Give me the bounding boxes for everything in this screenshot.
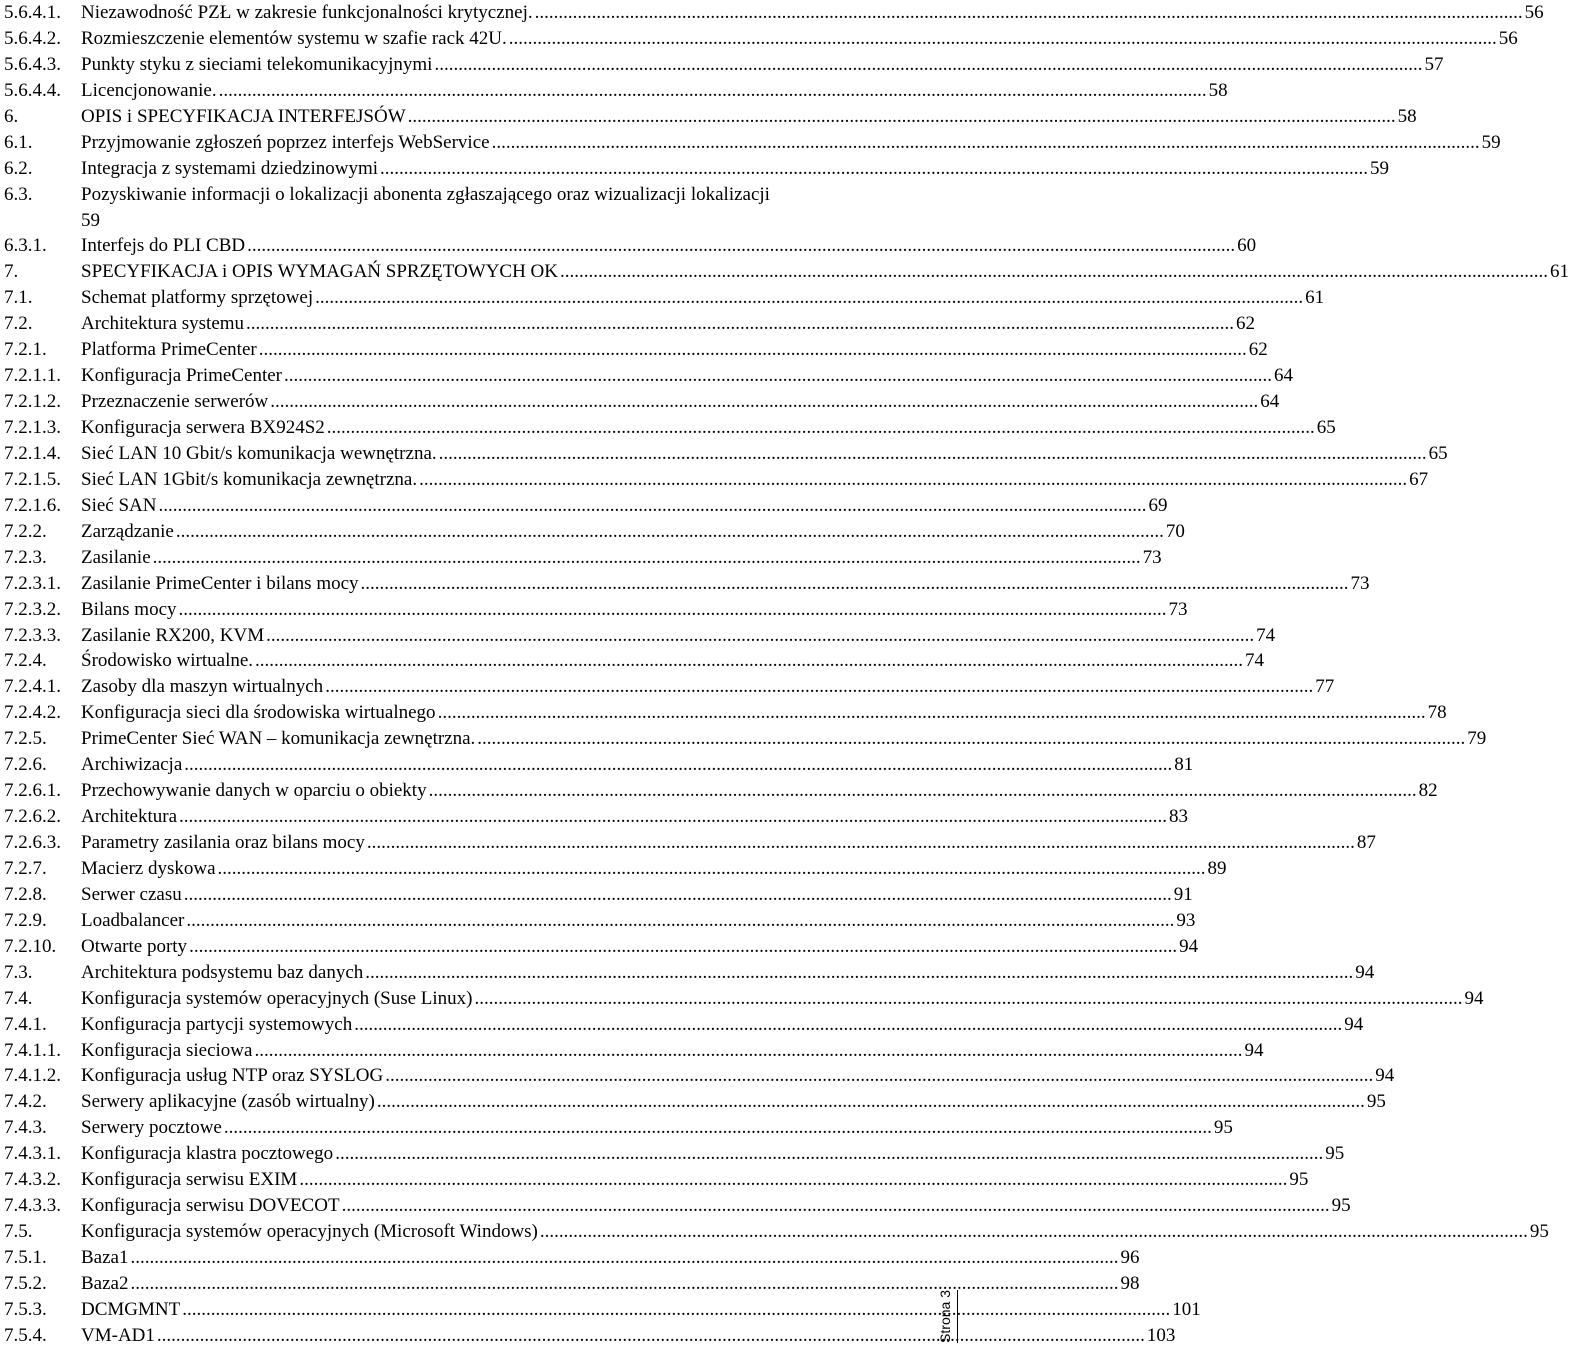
toc-entry-page: 94: [1355, 961, 1375, 983]
toc-leader-dots: [266, 623, 1254, 649]
toc-entry-page: 73: [1168, 598, 1188, 620]
toc-entry-title: Przeznaczenie serwerów: [81, 391, 269, 413]
toc-entry[interactable]: [4, 311, 1256, 337]
toc-entry-page: 94: [1244, 1039, 1264, 1061]
toc-entry[interactable]: [4, 856, 1227, 882]
toc-entry-number: 6.3.: [4, 183, 33, 205]
page-number-footer: [937, 1290, 958, 1343]
toc-entry-title: Sieć SAN: [81, 494, 157, 516]
toc-entry[interactable]: [4, 804, 1189, 830]
toc-entry-page: 95: [1213, 1117, 1233, 1139]
toc-leader-dots: [535, 0, 1523, 26]
toc-entry-title: Pozyskiwanie informacji o lokalizacji abonenta zgłaszającego oraz wizualizacji lokalizacji: [81, 183, 770, 205]
toc-entry-number: 7.2.1.6.: [4, 494, 61, 516]
toc-leader-dots: [184, 882, 1172, 908]
toc-entry-title: Konfiguracja systemów operacyjnych (Suse Linux): [81, 987, 473, 1009]
toc-entry[interactable]: [4, 1297, 1201, 1323]
toc-leader-dots: [218, 856, 1206, 882]
toc-leader-dots: [325, 674, 1313, 700]
toc-entry-title: Zasilanie PrimeCenter i bilans mocy: [81, 572, 359, 594]
toc-leader-dots: [377, 1089, 1365, 1115]
toc-entry-title: Konfiguracja usług NTP oraz SYSLOG: [81, 1065, 384, 1087]
toc-entry-number: 6.3.1.: [4, 235, 47, 257]
toc-entry-page: 64: [1274, 365, 1294, 387]
toc-entry-title: Integracja z systemami dziedzinowymi: [81, 157, 379, 179]
toc-entry-page: 56: [1524, 2, 1544, 23]
toc-entry[interactable]: [4, 1271, 1140, 1297]
toc-entry-page: 94: [1464, 987, 1484, 1009]
toc-entry-page: 83: [1169, 806, 1189, 828]
toc-entry-page: 58: [1397, 105, 1417, 127]
toc-entry-number: 7.4.2.: [4, 1091, 47, 1113]
page-number-label: Strona 3: [937, 1290, 953, 1343]
toc-entry[interactable]: [4, 259, 1569, 285]
toc-entry[interactable]: [4, 597, 1188, 623]
toc-entry-title: Zasoby dla maszyn wirtualnych: [81, 676, 324, 698]
toc-entry-title: Rozmieszczenie elementów systemu w szafie rack 42U.: [81, 27, 507, 49]
toc-leader-dots: [189, 934, 1177, 960]
toc-entry[interactable]: [4, 519, 1185, 545]
toc-leader-dots: [335, 1141, 1323, 1167]
toc-entry-title: Konfiguracja serwisu DOVECOT: [81, 1195, 340, 1217]
toc-leader-dots: [130, 1245, 1118, 1271]
toc-entry-title: Architektura systemu: [81, 313, 245, 335]
toc-entry-page: 60: [1237, 235, 1257, 257]
toc-entry-number: 7.1.: [4, 287, 33, 309]
toc-entry-page: 78: [1427, 702, 1447, 724]
toc-entry[interactable]: [4, 1167, 1309, 1193]
toc-entry-number: 7.2.1.4.: [4, 442, 61, 464]
toc-entry-title: Bilans mocy: [81, 598, 177, 620]
toc-entry-title: Serwery pocztowe: [81, 1117, 222, 1139]
toc-entry-page: 59: [1370, 157, 1390, 179]
toc-entry-title: Konfiguracja klastra pocztowego: [81, 1143, 334, 1165]
toc-leader-dots: [186, 908, 1174, 934]
toc-entry-title: Serwer czasu: [81, 883, 182, 905]
toc-entry[interactable]: [4, 986, 1484, 1012]
toc-entry[interactable]: [4, 752, 1194, 778]
toc-entry-title: Otwarte porty: [81, 935, 188, 957]
toc-entry-number: 7.2.4.2.: [4, 702, 61, 724]
toc-entry-title: Zarządzanie: [81, 520, 174, 542]
toc-entry-number: 7.2.9.: [4, 909, 47, 931]
toc-entry[interactable]: [4, 156, 1390, 182]
toc-entry-title: Konfiguracja serwera BX924S2: [81, 417, 325, 438]
toc-entry-page: 95: [1289, 1169, 1309, 1191]
toc-entry-page: 89: [1207, 857, 1227, 879]
toc-entry[interactable]: [4, 1193, 1351, 1219]
toc-entry-page: 70: [1165, 520, 1185, 542]
toc-leader-dots: [158, 493, 1146, 519]
toc-entry-page: 57: [1424, 53, 1444, 75]
toc-entry-title: Zasilanie: [81, 546, 151, 568]
toc-entry-number: 7.2.1.3.: [4, 417, 61, 438]
toc-entry-page: 65: [1428, 442, 1448, 464]
toc-entry-number: 7.4.3.1.: [4, 1143, 61, 1165]
toc-entry-number: 7.2.3.3.: [4, 624, 61, 646]
toc-entry-number: 7.5.4.: [4, 1324, 47, 1346]
toc-entry-title: Niezawodność PZŁ w zakresie funkcjonalności krytycznej.: [81, 2, 533, 23]
toc-entry-page: 62: [1248, 339, 1268, 361]
toc-leader-dots: [182, 1297, 1170, 1323]
toc-leader-dots: [408, 104, 1396, 130]
toc-leader-dots: [477, 726, 1465, 752]
toc-entry-number: 7.2.2.: [4, 520, 47, 542]
toc-entry[interactable]: [4, 26, 1518, 52]
toc-entry[interactable]: [4, 1219, 1549, 1245]
toc-entry-page: 87: [1356, 832, 1376, 853]
toc-entry-number: 6.1.: [4, 131, 33, 153]
toc-entry[interactable]: [4, 908, 1196, 934]
toc-entry-page: 58: [1208, 79, 1228, 101]
toc-entry[interactable]: [4, 182, 886, 208]
toc-entry[interactable]: [4, 441, 1448, 467]
toc-entry-number: 7.2.10.: [4, 935, 57, 957]
toc-entry-number: 6.2.: [4, 157, 33, 179]
toc-entry-page: 69: [1148, 494, 1168, 516]
toc-entry-page: 73: [1142, 546, 1162, 568]
toc-leader-dots: [315, 285, 1303, 311]
toc-entry[interactable]: [4, 467, 1429, 493]
toc-leader-dots: [270, 389, 1258, 415]
toc-entry[interactable]: [4, 285, 1325, 311]
toc-entry[interactable]: [4, 1115, 1233, 1141]
toc-entry-page: 73: [1350, 572, 1370, 594]
toc-leader-dots: [540, 1219, 1528, 1245]
toc-leader-dots: [385, 1063, 1373, 1089]
toc-entry-title: VM-AD1: [81, 1324, 155, 1346]
toc-entry-page: 94: [1375, 1065, 1395, 1087]
toc-leader-dots: [176, 519, 1164, 545]
toc-entry-page: 95: [1366, 1091, 1386, 1113]
toc-entry-number: 7.2.7.: [4, 857, 47, 879]
toc-entry-title: Zasilanie RX200, KVM: [81, 624, 265, 646]
toc-entry[interactable]: [4, 623, 1276, 649]
toc-leader-dots: [254, 1038, 1242, 1064]
toc-entry-page: 56: [1498, 27, 1518, 49]
toc-entry-page: 67: [1409, 468, 1429, 490]
toc-entry-number: 7.4.3.3.: [4, 1195, 61, 1217]
toc-entry-page: 79: [1467, 728, 1487, 750]
toc-leader-dots: [259, 337, 1247, 363]
toc-entry[interactable]: [4, 545, 1162, 571]
toc-leader-dots: [434, 52, 1422, 78]
toc-entry-page: 95: [1529, 1221, 1549, 1243]
toc-leader-dots: [342, 1193, 1330, 1219]
toc-entry[interactable]: [4, 337, 1268, 363]
toc-leader-dots: [179, 804, 1167, 830]
toc-leader-dots: [361, 571, 1349, 597]
toc-entry-title: Platforma PrimeCenter: [81, 339, 257, 361]
toc-entry[interactable]: [4, 882, 1193, 908]
toc-leader-dots: [327, 415, 1315, 441]
toc-entry-page: 59: [81, 209, 100, 231]
toc-entry[interactable]: [4, 493, 1168, 519]
toc-entry-title: Środowisko wirtualne.: [81, 650, 254, 672]
toc-entry-title: Konfiguracja serwisu EXIM: [81, 1169, 298, 1191]
toc-entry-title: Baza1: [81, 1247, 129, 1268]
toc-entry-title: Konfiguracja PrimeCenter: [81, 365, 283, 387]
toc-entry-page: 95: [1325, 1143, 1345, 1165]
toc-entry-page: 82: [1418, 780, 1438, 802]
toc-entry-page: 96: [1120, 1247, 1140, 1268]
toc-entry-page: 103: [1146, 1324, 1176, 1346]
toc-entry-page: 77: [1315, 676, 1335, 698]
toc-leader-dots: [380, 156, 1368, 182]
toc-entry-title: Sieć LAN 1Gbit/s komunikacja zewnętrzna.: [81, 468, 418, 490]
toc-entry[interactable]: [4, 1063, 1395, 1089]
toc-leader-dots: [560, 259, 1548, 285]
toc-entry-title: PrimeCenter Sieć WAN – komunikacja zewnętrzna.: [81, 728, 476, 750]
toc-entry[interactable]: [4, 389, 1280, 415]
toc-entry[interactable]: [4, 78, 1228, 104]
toc-entry-page: 93: [1176, 909, 1196, 931]
toc-entry[interactable]: [4, 934, 1199, 960]
toc-entry-number: 7.2.6.2.: [4, 806, 61, 828]
toc-entry[interactable]: [4, 674, 1335, 700]
toc-entry-title: Konfiguracja sieci dla środowiska wirtualnego: [81, 702, 436, 724]
toc-entry-page: 74: [1245, 650, 1265, 672]
toc-entry-number: 7.4.3.2.: [4, 1169, 61, 1191]
toc-entry[interactable]: [4, 1089, 1386, 1115]
toc-leader-dots: [179, 597, 1167, 623]
toc-leader-dots: [509, 26, 1497, 52]
toc-entry-number: 7.2.6.: [4, 754, 47, 776]
toc-entry[interactable]: [4, 1012, 1364, 1038]
toc-entry-number: 7.4.: [4, 987, 33, 1009]
toc-entry-number: 7.2.6.3.: [4, 832, 61, 853]
toc-entry-page: 62: [1236, 313, 1256, 335]
toc-entry-title: Konfiguracja systemów operacyjnych (Microsoft Windows): [81, 1221, 538, 1243]
toc-entry-number: 7.2.: [4, 313, 33, 335]
toc-leader-dots: [299, 1167, 1287, 1193]
toc-entry-title: OPIS i SPECYFIKACJA INTERFEJSÓW: [81, 105, 406, 127]
toc-entry-number: 7.2.4.1.: [4, 676, 61, 698]
toc-entry-number: 7.4.1.1.: [4, 1039, 61, 1061]
toc-leader-dots: [439, 441, 1427, 467]
toc-entry-number: 7.5.1.: [4, 1247, 47, 1268]
toc-leader-dots: [219, 78, 1207, 104]
toc-entry-number: 7.2.3.2.: [4, 598, 61, 620]
toc-entry-page: 101: [1172, 1298, 1201, 1320]
toc-entry-title: Interfejs do PLI CBD: [81, 235, 246, 257]
toc-entry[interactable]: [4, 571, 1370, 597]
toc-entry-page: 61: [1305, 287, 1325, 309]
toc-entry-title: Konfiguracja sieciowa: [81, 1039, 253, 1061]
toc-entry-title: Konfiguracja partycji systemowych: [81, 1013, 353, 1035]
toc-entry-number: 7.2.1.: [4, 339, 47, 361]
toc-entry-number: 7.: [4, 261, 19, 283]
toc-entry-number: 6.: [4, 105, 19, 127]
toc-leader-dots: [367, 830, 1355, 856]
toc-leader-dots: [157, 1323, 1145, 1349]
toc-entry[interactable]: [4, 0, 1544, 26]
toc-entry-title: Sieć LAN 10 Gbit/s komunikacja wewnętrzna.: [81, 442, 437, 464]
toc-entry[interactable]: [4, 1141, 1345, 1167]
toc-entry-number: 7.2.3.1.: [4, 572, 61, 594]
toc-leader-dots: [255, 648, 1243, 674]
toc-entry[interactable]: [4, 363, 1294, 389]
toc-entry-number: 7.2.1.1.: [4, 365, 61, 387]
toc-entry-title: Macierz dyskowa: [81, 857, 216, 879]
toc-entry-number: 5.6.4.3.: [4, 53, 61, 75]
toc-leader-dots: [184, 752, 1172, 778]
toc-entry-number: 5.6.4.2.: [4, 27, 61, 49]
toc-leader-dots: [224, 1115, 1212, 1141]
toc-entry-page: 65: [1316, 417, 1336, 438]
toc-entry-title: Archiwizacja: [81, 754, 183, 776]
toc-entry-number: 7.2.1.2.: [4, 391, 61, 413]
toc-entry[interactable]: [4, 648, 1265, 674]
toc-leader-dots: [130, 1271, 1118, 1297]
toc-entry-title: Architektura: [81, 806, 178, 828]
toc-entry-number: 7.4.1.2.: [4, 1065, 61, 1087]
toc-entry-page: 64: [1260, 391, 1280, 413]
toc-entry[interactable]: [4, 1323, 1176, 1349]
toc-entry[interactable]: [4, 726, 1487, 752]
toc-entry-page: 61: [1550, 261, 1569, 283]
toc-leader-dots: [419, 467, 1407, 493]
toc-leader-dots: [438, 700, 1426, 726]
toc-entry-number: 7.2.8.: [4, 883, 47, 905]
toc-entry-number: 5.6.4.4.: [4, 79, 61, 101]
toc-entry-title: Parametry zasilania oraz bilans mocy: [81, 832, 365, 853]
toc-leader-dots: [475, 986, 1463, 1012]
toc-entry-number: 7.2.6.1.: [4, 780, 61, 802]
toc-entry[interactable]: [4, 778, 1438, 804]
toc-entry-title: Przechowywanie danych w oparciu o obiekty: [81, 780, 427, 802]
toc-entry-page: 94: [1179, 935, 1199, 957]
toc-entry-title: Architektura podsystemu baz danych: [81, 961, 364, 983]
toc-entry-number: 7.4.1.: [4, 1013, 47, 1035]
toc-entry-title: DCMGMNT: [81, 1298, 181, 1320]
toc-leader-dots: [365, 960, 1353, 986]
toc-entry-page: 81: [1174, 754, 1194, 776]
toc-entry-page: 91: [1173, 883, 1193, 905]
toc-leader-dots: [354, 1012, 1342, 1038]
toc-entry[interactable]: [4, 233, 1257, 259]
toc-leader-dots: [284, 363, 1272, 389]
toc-entry[interactable]: [4, 415, 1336, 441]
toc-entry-number: 7.5.3.: [4, 1298, 47, 1320]
toc-entry-title: Punkty styku z sieciami telekomunikacyjnymi: [81, 53, 433, 75]
toc-entry-title: Przyjmowanie zgłoszeń poprzez interfejs WebService: [81, 131, 490, 153]
toc-entry-page: 98: [1120, 1272, 1140, 1294]
toc-leader-dots: [246, 311, 1234, 337]
toc-entry-number: 7.2.1.5.: [4, 468, 61, 490]
toc-entry-page: 95: [1331, 1195, 1351, 1217]
toc-entry[interactable]: [4, 700, 1447, 726]
toc-entry[interactable]: [4, 52, 1444, 78]
toc-entry-page: 94: [1344, 1013, 1364, 1035]
toc-entry-page: 59: [1481, 131, 1501, 153]
toc-entry[interactable]: [4, 130, 1501, 156]
toc-entry-title: Baza2: [81, 1272, 129, 1294]
toc-entry-title: Loadbalancer: [81, 909, 185, 931]
toc-entry-title: Licencjonowanie.: [81, 79, 217, 101]
toc-entry-page: 74: [1256, 624, 1276, 646]
toc-leader-dots: [153, 545, 1141, 571]
toc-entry-number: 5.6.4.1.: [4, 2, 61, 23]
toc-leader-dots: [429, 778, 1417, 804]
toc-entry[interactable]: [4, 1038, 1264, 1064]
toc-entry-number: 7.5.2.: [4, 1272, 47, 1294]
toc-entry-title: Serwery aplikacyjne (zasób wirtualny): [81, 1091, 375, 1113]
toc-entry-number: 7.4.3.: [4, 1117, 47, 1139]
toc-entry-number: 7.2.5.: [4, 728, 47, 750]
toc-entry[interactable]: [4, 830, 1376, 856]
toc-leader-dots: [247, 233, 1235, 259]
toc-entry[interactable]: [4, 960, 1375, 986]
toc-leader-dots: [492, 130, 1480, 156]
toc-entry-number: 7.2.4.: [4, 650, 47, 672]
toc-entry-title: Schemat platformy sprzętowej: [81, 287, 314, 309]
toc-entry[interactable]: [4, 104, 1417, 130]
toc-entry[interactable]: [4, 1245, 1140, 1271]
toc-entry-number: 7.3.: [4, 961, 33, 983]
toc-entry-number: 7.2.3.: [4, 546, 47, 568]
toc-entry-title: SPECYFIKACJA i OPIS WYMAGAŃ SPRZĘTOWYCH OK: [81, 261, 559, 283]
toc-entry-number: 7.5.: [4, 1221, 33, 1243]
